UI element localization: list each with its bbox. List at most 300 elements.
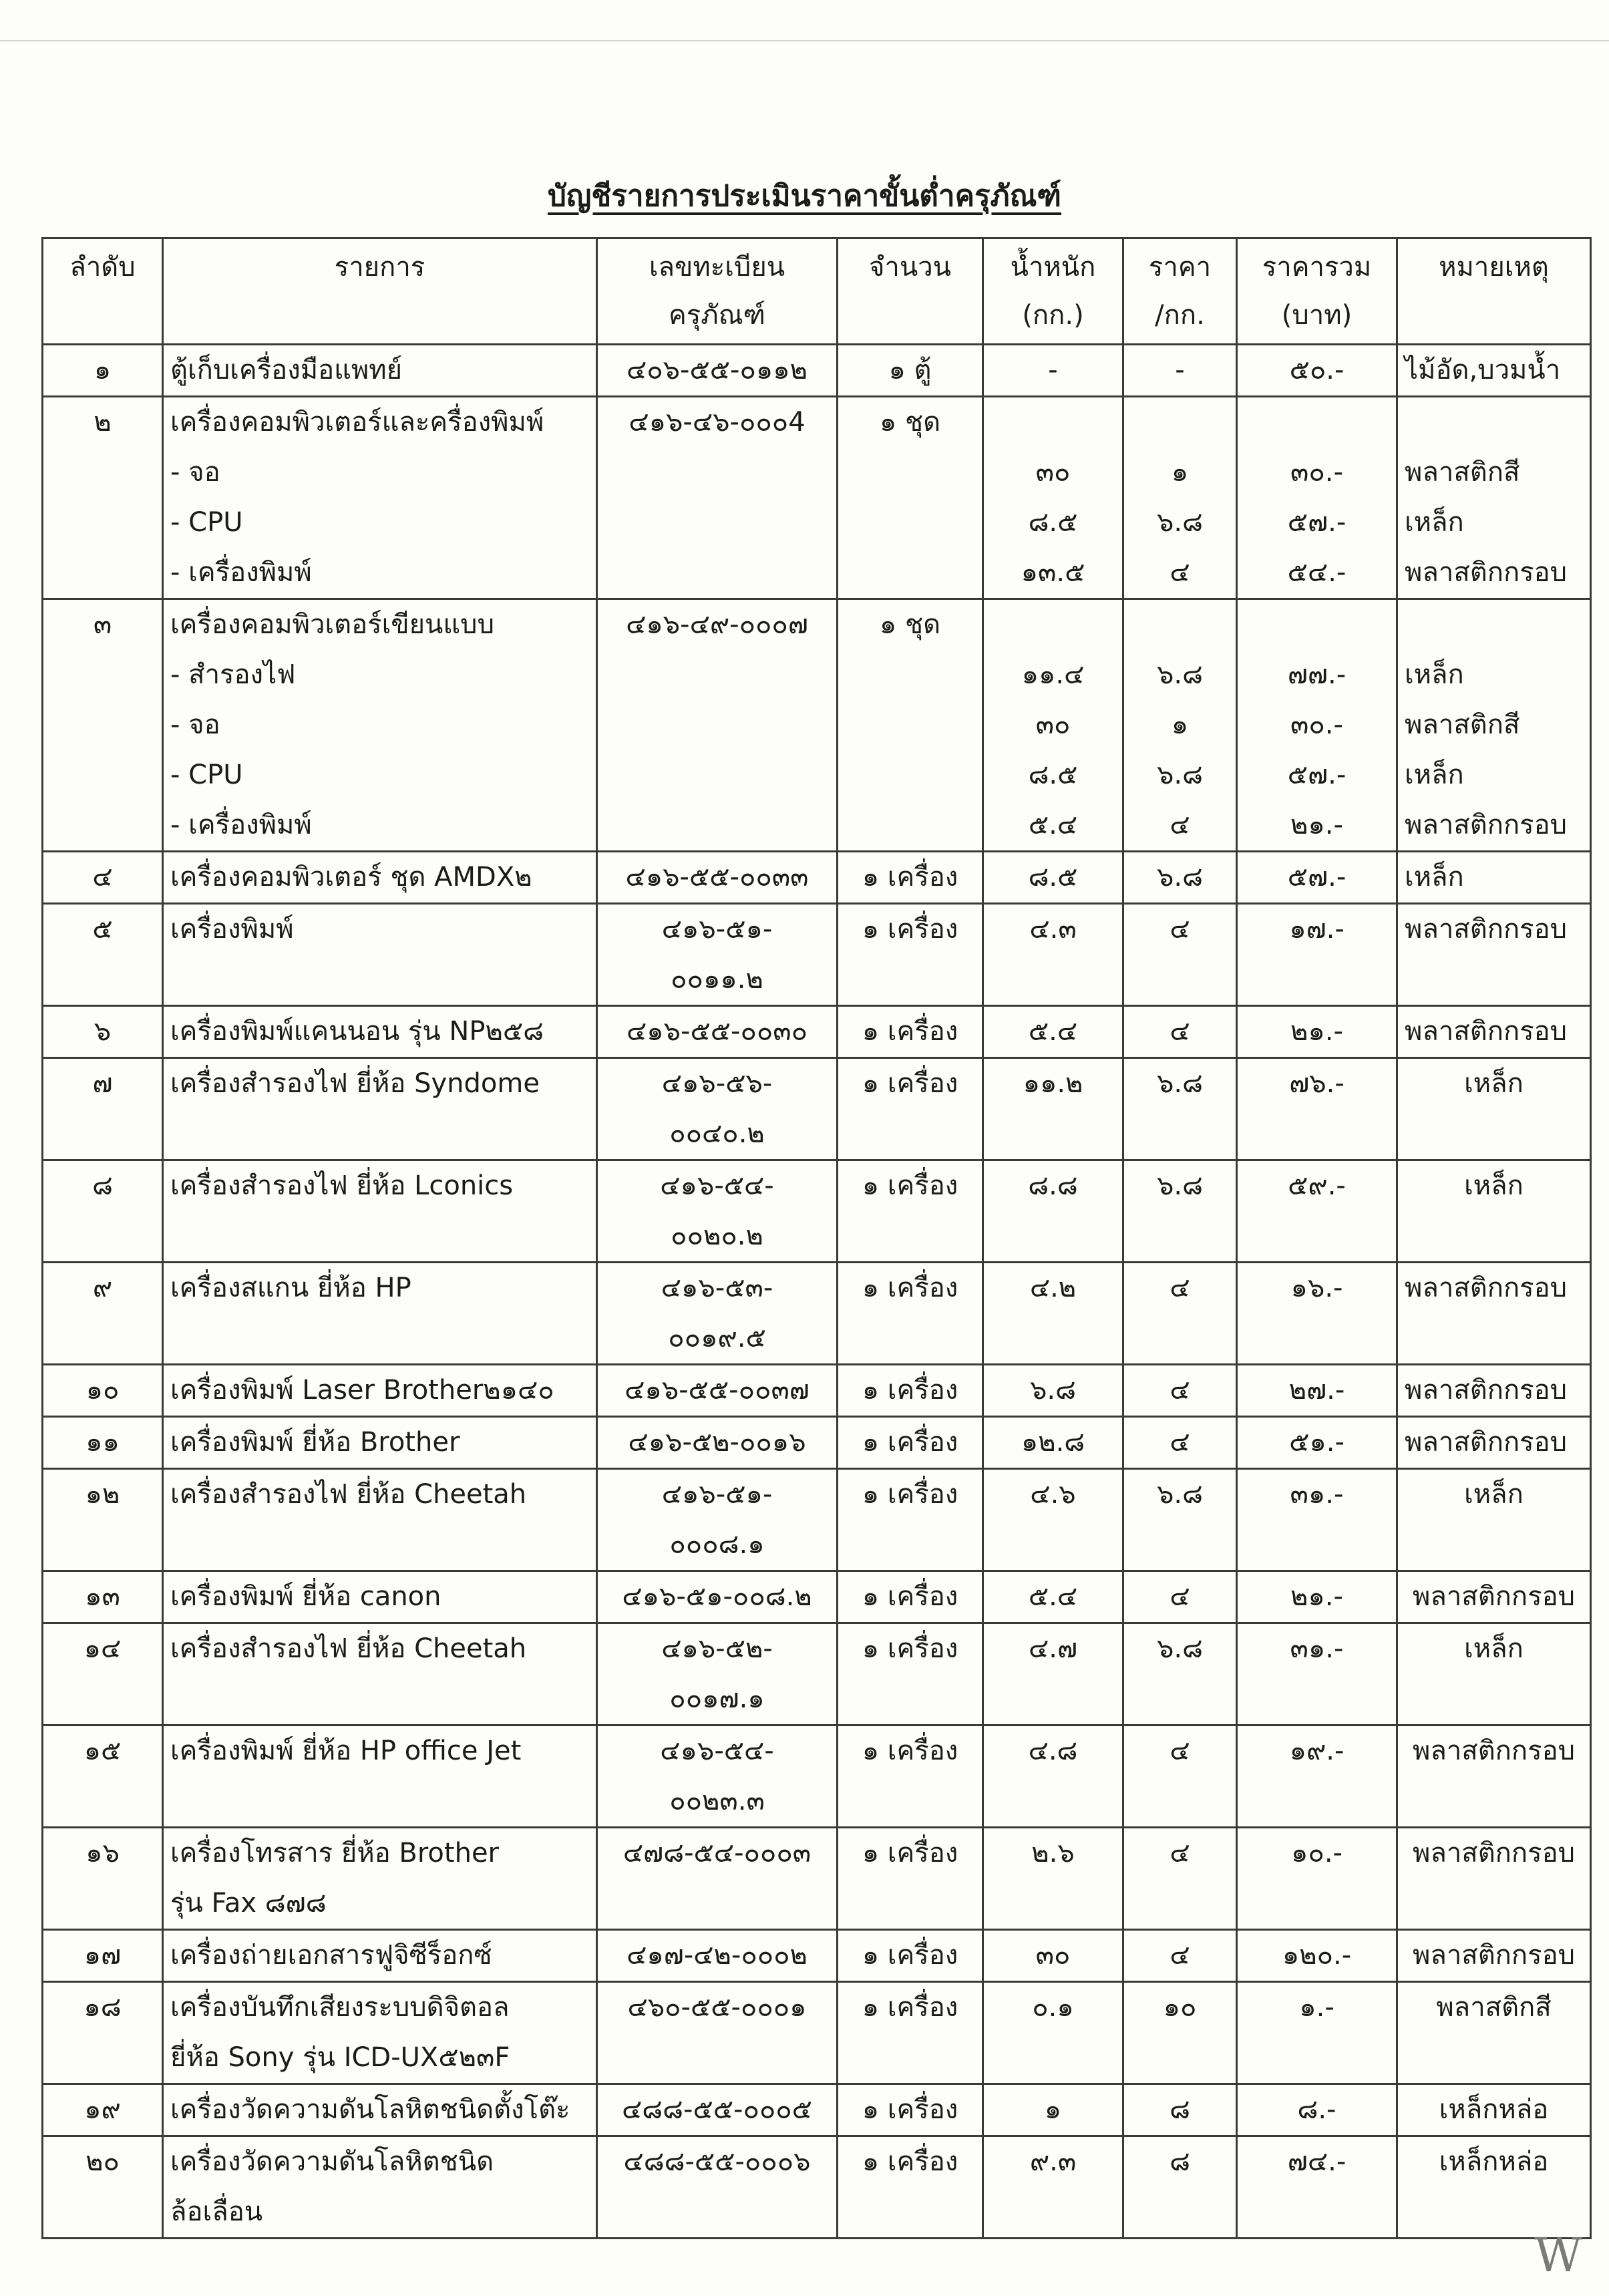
cell-weight-line: ๕.๔ (1028, 810, 1078, 840)
cell-note-line: พลาสติกกรอบ (1405, 1427, 1568, 1458)
cell-note-line: พลาสติกกรอบ (1405, 1375, 1568, 1406)
cell-weight (983, 1469, 1123, 1571)
cell-quantity: ๑ เครื่อง (838, 904, 983, 1006)
table-row (43, 1263, 1591, 1365)
cell-price-per-kg (1123, 1726, 1237, 1828)
cell-total (1237, 1365, 1397, 1417)
cell-registration (597, 1571, 838, 1623)
cell-item-line: เครื่องคอมพิวเตอร์และครื่องพิมพ์ (170, 407, 544, 438)
cell-total-line: ๗๖.- (1289, 1068, 1345, 1099)
col-header-quantity: จำนวน (838, 238, 983, 345)
cell-note-line: เหล็ก (1464, 1633, 1524, 1664)
cell-note (1397, 1726, 1591, 1828)
cell-no: ๑๑ (43, 1417, 163, 1469)
cell-total (1237, 1469, 1397, 1571)
cell-total-line: ๕๗.- (1287, 862, 1347, 892)
cell-total (1237, 1623, 1397, 1726)
cell-total-line: ๕๗.- (1287, 760, 1347, 790)
cell-note-line: เหล็ก (1405, 862, 1464, 892)
cell-note (1397, 1263, 1591, 1365)
cell-weight (983, 1365, 1123, 1417)
cell-note-line: เหล็ก (1464, 1479, 1524, 1510)
cell-weight (983, 1828, 1123, 1930)
cell-note-line: พลาสติกกรอบ (1412, 1581, 1576, 1612)
cell-total (1237, 852, 1397, 904)
cell-no: ๑ (43, 345, 163, 397)
cell-note-line: พลาสติกสี (1436, 1992, 1552, 2023)
cell-item (163, 2084, 597, 2136)
cell-registration-line: ๐๐๒๓.๓ (669, 1786, 765, 1816)
cell-note-line: พลาสติกกรอบ (1405, 1016, 1568, 1047)
cell-price-per-kg-line (1131, 397, 1229, 448)
cell-registration-line: ๔๑๖-๕๔- (660, 1736, 774, 1766)
cell-quantity: ๑ ชุด (838, 599, 983, 852)
cell-price-per-kg-line: ๖.๘ (1157, 1479, 1203, 1510)
cell-weight (983, 852, 1123, 904)
cell-weight-line: ๔.๖ (1030, 1479, 1076, 1510)
cell-quantity: ๑ เครื่อง (838, 2136, 983, 2239)
cell-price-per-kg-line: ๖.๘ (1157, 507, 1203, 538)
cell-no: ๗ (43, 1058, 163, 1160)
cell-no: ๘ (43, 1160, 163, 1263)
cell-registration-line: ๐๐๔๐.๒ (669, 1118, 765, 1149)
cell-quantity: ๑ เครื่อง (838, 1263, 983, 1365)
cell-note (1397, 1058, 1591, 1160)
cell-no: ๑๗ (43, 1930, 163, 1982)
cell-note (1397, 1930, 1591, 1982)
table-row (43, 1365, 1591, 1417)
cell-quantity: ๑ เครื่อง (838, 1365, 983, 1417)
table-row (43, 1006, 1591, 1058)
cell-note (1397, 1571, 1591, 1623)
cell-quantity: ๑ ตู้ (838, 345, 983, 397)
cell-weight-line: ๒.๖ (1031, 1838, 1075, 1868)
cell-item (163, 1469, 597, 1571)
cell-quantity: ๑ เครื่อง (838, 852, 983, 904)
cell-registration-line: ๔๗๘-๕๔-๐๐๐๓ (622, 1838, 812, 1868)
cell-total (1237, 1160, 1397, 1263)
cell-registration-line: ๐๐๑๑.๒ (671, 964, 763, 995)
cell-weight (983, 1623, 1123, 1726)
cell-item-line: เครื่องพิมพ์ ยี่ห้อ Brother (170, 1427, 460, 1458)
cell-total-line: ๘.- (1297, 2094, 1336, 2125)
cell-price-per-kg-line: ๔ (1170, 1427, 1190, 1458)
cell-weight (983, 1006, 1123, 1058)
page-top-rule (0, 40, 1609, 41)
cell-registration (597, 1417, 838, 1469)
cell-registration-line: ๔๘๘-๕๕-๐๐๐๕ (622, 2094, 812, 2125)
cell-weight (983, 1263, 1123, 1365)
cell-note-line (1405, 600, 1583, 650)
cell-weight-line: ๓๐ (1035, 457, 1071, 488)
cell-note-line: พลาสติกสี (1405, 709, 1520, 740)
table-row (43, 1982, 1591, 2084)
cell-price-per-kg (1123, 1058, 1237, 1160)
cell-registration (597, 599, 838, 852)
table-row (43, 1930, 1591, 1982)
cell-item-line: เครื่องวัดความดันโลหิตชนิด (170, 2146, 494, 2177)
cell-total (1237, 2136, 1397, 2239)
cell-item (163, 1365, 597, 1417)
cell-item-line: เครื่องพิมพ์ Laser Brother๒๑๔๐ (170, 1375, 554, 1406)
cell-no: ๑๕ (43, 1726, 163, 1828)
cell-item-line: ตู้เก็บเครื่องมือแพทย์ (170, 355, 403, 385)
table-row (43, 1160, 1591, 1263)
cell-item (163, 1726, 597, 1828)
table-body (43, 345, 1591, 2239)
cell-item-line: - จอ (170, 709, 220, 740)
cell-item (163, 397, 597, 599)
cell-price-per-kg-line: ๘ (1170, 2146, 1190, 2177)
cell-price-per-kg (1123, 1365, 1237, 1417)
cell-weight-line: ๑๓.๕ (1021, 557, 1085, 588)
cell-price-per-kg-line: - (1175, 355, 1185, 385)
cell-price-per-kg (1123, 397, 1237, 599)
col-header-note: หมายเหตุ (1397, 238, 1591, 345)
cell-weight (983, 1930, 1123, 1982)
cell-note-line: เหล็ก (1405, 507, 1464, 538)
cell-price-per-kg (1123, 852, 1237, 904)
cell-item (163, 1828, 597, 1930)
cell-registration-line: ๔๑๗-๔๒-๐๐๐๒ (627, 1940, 808, 1971)
cell-total (1237, 599, 1397, 852)
cell-price-per-kg-line: ๔ (1170, 914, 1190, 945)
cell-total-line: ๓๐.- (1290, 709, 1343, 740)
cell-registration-line: ๐๐๑๙.๕ (668, 1323, 766, 1353)
cell-registration-line: ๔๑๖-๕๔- (660, 1170, 774, 1201)
cell-note (1397, 852, 1591, 904)
cell-note-line: พลาสติกกรอบ (1412, 1736, 1576, 1766)
cell-weight-line: ๙.๓ (1029, 2146, 1077, 2177)
cell-total-line: ๒๑.- (1290, 1016, 1343, 1047)
cell-total (1237, 1417, 1397, 1469)
cell-registration (597, 1623, 838, 1726)
cell-price-per-kg-line: ๔ (1170, 1838, 1190, 1868)
cell-weight-line: ๘.๕ (1028, 507, 1078, 538)
cell-item (163, 599, 597, 852)
cell-item (163, 345, 597, 397)
cell-quantity: ๑ ชุด (838, 397, 983, 599)
cell-registration (597, 1058, 838, 1160)
cell-total-line: ๑๗.- (1289, 914, 1345, 945)
cell-weight-line: ๔.๓ (1029, 914, 1077, 945)
table-row (43, 1058, 1591, 1160)
cell-weight-line: ๕.๔ (1028, 1016, 1078, 1047)
cell-total-line: ๗๔.- (1287, 2146, 1347, 2177)
cell-price-per-kg (1123, 1930, 1237, 1982)
cell-weight (983, 1160, 1123, 1263)
cell-price-per-kg-line: ๘ (1170, 2094, 1190, 2125)
cell-no: ๑๙ (43, 2084, 163, 2136)
cell-total-line: ๑๙.- (1289, 1736, 1345, 1766)
cell-total (1237, 397, 1397, 599)
cell-price-per-kg-line: ๖.๘ (1157, 862, 1203, 892)
col-header-no: ลำดับ (43, 238, 163, 345)
cell-note (1397, 1982, 1591, 2084)
cell-note-line: เหล็ก (1405, 659, 1464, 690)
cell-note-line: พลาสติกกรอบ (1405, 1273, 1568, 1303)
cell-price-per-kg-line: ๔ (1170, 1736, 1190, 1766)
cell-quantity: ๑ เครื่อง (838, 1930, 983, 1982)
cell-item-line: เครื่องสำรองไฟ ยี่ห้อ Lconics (170, 1170, 514, 1201)
cell-item-line: เครื่องพิมพ์แคนนอน รุ่น NP๒๕๘ (170, 1016, 544, 1047)
cell-registration (597, 345, 838, 397)
cell-total-line: ๑๖.- (1290, 1273, 1343, 1303)
cell-weight-line: ๓๐ (1035, 1940, 1071, 1971)
cell-item-line: รุ่น Fax ๘๗๘ (170, 1888, 327, 1919)
cell-note-line: เหล็ก (1464, 1170, 1524, 1201)
cell-no: ๒ (43, 397, 163, 599)
cell-registration (597, 1160, 838, 1263)
col-header-total: ราคารวม (บาท) (1237, 238, 1397, 345)
cell-item-line: - เครื่องพิมพ์ (170, 810, 312, 840)
cell-item-line: เครื่องวัดความดันโลหิตชนิดตั้งโต๊ะ (170, 2094, 570, 2125)
cell-price-per-kg-line: ๖.๘ (1157, 760, 1203, 790)
cell-quantity: ๑ เครื่อง (838, 1160, 983, 1263)
cell-price-per-kg (1123, 1828, 1237, 1930)
cell-item-line: เครื่องสำรองไฟ ยี่ห้อ Syndome (170, 1068, 540, 1099)
cell-price-per-kg-line: ๖.๘ (1157, 659, 1203, 690)
cell-registration (597, 1365, 838, 1417)
table-row (43, 1571, 1591, 1623)
cell-note (1397, 1006, 1591, 1058)
cell-total (1237, 1058, 1397, 1160)
cell-no: ๕ (43, 904, 163, 1006)
cell-quantity: ๑ เครื่อง (838, 1726, 983, 1828)
cell-weight-line: ๔.๗ (1028, 1633, 1078, 1664)
cell-note-line: พลาสติกกรอบ (1405, 810, 1568, 840)
cell-no: ๒๐ (43, 2136, 163, 2239)
cell-weight-line: ๔.๒ (1029, 1273, 1077, 1303)
cell-weight-line (991, 397, 1115, 448)
cell-total (1237, 1263, 1397, 1365)
cell-item (163, 1623, 597, 1726)
cell-total-line: ๗๗.- (1287, 659, 1347, 690)
cell-price-per-kg-line: ๔ (1170, 1581, 1190, 1612)
cell-registration-line: ๔๑๖-๕๕-๐๐๓๓ (625, 862, 809, 892)
cell-weight (983, 1726, 1123, 1828)
cell-quantity: ๑ เครื่อง (838, 1006, 983, 1058)
cell-note (1397, 1828, 1591, 1930)
cell-price-per-kg-line: ๔ (1170, 1940, 1190, 1971)
cell-weight (983, 1571, 1123, 1623)
cell-weight-line: ๑ (1044, 2094, 1062, 2125)
cell-registration-line: ๐๐๒๐.๒ (671, 1220, 763, 1251)
cell-quantity: ๑ เครื่อง (838, 1982, 983, 2084)
table-row (43, 852, 1591, 904)
cell-weight (983, 599, 1123, 852)
cell-weight (983, 397, 1123, 599)
cell-registration (597, 904, 838, 1006)
table-row (43, 904, 1591, 1006)
col-header-price-per-kg: ราคา /กก. (1123, 238, 1237, 345)
cell-registration (597, 1726, 838, 1828)
cell-item (163, 1571, 597, 1623)
cell-price-per-kg (1123, 599, 1237, 852)
cell-weight-line: - (1048, 355, 1058, 385)
cell-registration (597, 1930, 838, 1982)
cell-quantity: ๑ เครื่อง (838, 1417, 983, 1469)
cell-item-line: เครื่องโทรสาร ยี่ห้อ Brother (170, 1838, 499, 1868)
cell-registration-line: ๐๐๐๘.๑ (669, 1529, 765, 1560)
cell-registration-line: ๔๖๐-๕๕-๐๐๐๑ (627, 1992, 807, 2023)
table-row (43, 2084, 1591, 2136)
cell-note-line (1405, 397, 1583, 448)
cell-item-line: เครื่องพิมพ์ ยี่ห้อ canon (170, 1581, 441, 1612)
cell-item (163, 1006, 597, 1058)
cell-price-per-kg (1123, 1982, 1237, 2084)
cell-item-line: ยี่ห้อ Sony รุ่น ICD-UX๕๒๓F (170, 2042, 510, 2073)
cell-price-per-kg (1123, 1263, 1237, 1365)
cell-weight-line: ๘.๕ (1028, 760, 1078, 790)
cell-item-line: - CPU (170, 760, 243, 790)
cell-price-per-kg-line: ๖.๘ (1157, 1170, 1203, 1201)
cell-item (163, 1263, 597, 1365)
cell-price-per-kg (1123, 1469, 1237, 1571)
cell-item-line: เครื่องพิมพ์ (170, 914, 294, 945)
cell-price-per-kg (1123, 1417, 1237, 1469)
col-header-registration: เลขทะเบียน ครุภัณฑ์ (597, 238, 838, 345)
cell-total (1237, 1006, 1397, 1058)
cell-total (1237, 1726, 1397, 1828)
cell-item (163, 2136, 597, 2239)
cell-total-line: ๕๗.- (1287, 507, 1347, 538)
cell-item (163, 1982, 597, 2084)
cell-weight-line (991, 600, 1115, 650)
cell-note (1397, 1417, 1591, 1469)
cell-quantity: ๑ เครื่อง (838, 1571, 983, 1623)
cell-item-line: เครื่องสำรองไฟ ยี่ห้อ Cheetah (170, 1479, 527, 1510)
cell-registration-line: ๔๑๖-๕๒- (661, 1633, 773, 1664)
table-row (43, 1828, 1591, 1930)
cell-no: ๑๔ (43, 1623, 163, 1726)
cell-note-line: พลาสติกกรอบ (1405, 914, 1568, 945)
cell-total-line: ๒๗.- (1288, 1375, 1345, 1406)
cell-quantity: ๑ เครื่อง (838, 1828, 983, 1930)
cell-note (1397, 1365, 1591, 1417)
cell-note (1397, 1160, 1591, 1263)
cell-item-line: เครื่องคอมพิวเตอร์เขียนแบบ (170, 609, 494, 640)
cell-price-per-kg (1123, 345, 1237, 397)
cell-registration-line: ๔๑๖-๕๕-๐๐๓๗ (624, 1375, 810, 1406)
cell-total (1237, 1982, 1397, 2084)
cell-item-line: เครื่องคอมพิวเตอร์ ชุด AMDX๒ (170, 862, 532, 892)
cell-weight-line: ๑๒.๘ (1021, 1427, 1085, 1458)
cell-total-line: ๑.- (1299, 1992, 1334, 2023)
cell-price-per-kg (1123, 2136, 1237, 2239)
table-row (43, 599, 1591, 852)
page-title: บัญชีรายการประเมินราคาขั้นต่ำครุภัณฑ์ (547, 179, 1062, 213)
cell-price-per-kg (1123, 1571, 1237, 1623)
cell-quantity: ๑ เครื่อง (838, 1623, 983, 1726)
cell-price-per-kg (1123, 1623, 1237, 1726)
cell-total-line (1244, 600, 1389, 650)
cell-note-line: พลาสติกกรอบ (1412, 1940, 1576, 1971)
table-row (43, 1623, 1591, 1726)
table-row (43, 2136, 1591, 2239)
cell-price-per-kg (1123, 1006, 1237, 1058)
cell-registration (597, 2084, 838, 2136)
cell-registration-line: ๔๐๖-๕๕-๐๑๑๒ (626, 355, 808, 385)
table-row (43, 1469, 1591, 1571)
cell-no: ๑๓ (43, 1571, 163, 1623)
cell-weight (983, 345, 1123, 397)
cell-price-per-kg-line: ๔ (1170, 810, 1190, 840)
cell-registration-line: ๔๑๖-๕๓- (661, 1273, 773, 1303)
cell-weight-line: ๑๑.๔ (1021, 659, 1085, 690)
cell-weight (983, 2136, 1123, 2239)
cell-total-line: ๑๒๐.- (1282, 1940, 1352, 1971)
cell-total (1237, 904, 1397, 1006)
cell-price-per-kg (1123, 904, 1237, 1006)
cell-price-per-kg-line (1131, 600, 1229, 650)
cell-weight (983, 1058, 1123, 1160)
cell-registration (597, 1982, 838, 2084)
cell-weight (983, 1417, 1123, 1469)
cell-registration (597, 1469, 838, 1571)
cell-weight-line: ๑๑.๒ (1023, 1068, 1083, 1099)
cell-price-per-kg-line: ๑๐ (1163, 1992, 1197, 2023)
cell-note-line: เหล็ก (1464, 1068, 1524, 1099)
cell-quantity: ๑ เครื่อง (838, 1058, 983, 1160)
cell-price-per-kg-line: ๖.๘ (1157, 1633, 1203, 1664)
cell-registration-line: ๔๑๖-๕๒-๐๐๑๖ (628, 1427, 806, 1458)
cell-weight-line: ๖.๘ (1030, 1375, 1076, 1406)
cell-weight-line: ๕.๔ (1028, 1581, 1078, 1612)
col-header-item: รายการ (163, 238, 597, 345)
cell-total-line: ๓๑.- (1290, 1479, 1344, 1510)
cell-price-per-kg-line: ๔ (1170, 1375, 1190, 1406)
cell-note (1397, 1469, 1591, 1571)
cell-item (163, 1930, 597, 1982)
cell-note (1397, 345, 1591, 397)
cell-price-per-kg-line: ๔ (1170, 557, 1190, 588)
cell-total (1237, 1930, 1397, 1982)
cell-registration-line: ๔๑๖-๔๖-๐๐๐4 (629, 407, 806, 438)
cell-no: ๑๖ (43, 1828, 163, 1930)
cell-weight (983, 904, 1123, 1006)
cell-weight (983, 1982, 1123, 2084)
cell-item (163, 1160, 597, 1263)
cell-no: ๔ (43, 852, 163, 904)
cell-price-per-kg (1123, 2084, 1237, 2136)
cell-price-per-kg-line: ๔ (1170, 1273, 1190, 1303)
cell-registration (597, 397, 838, 599)
cell-registration-line: ๔๘๘-๕๕-๐๐๐๖ (623, 2146, 811, 2177)
cell-item-line: - สำรองไฟ (170, 659, 296, 690)
table-row (43, 1417, 1591, 1469)
cell-item (163, 904, 597, 1006)
cell-note (1397, 1623, 1591, 1726)
cell-note (1397, 2084, 1591, 2136)
cell-total (1237, 1828, 1397, 1930)
assessment-table (41, 237, 1592, 2239)
col-header-weight: น้ำหนัก (กก.) (983, 238, 1123, 345)
cell-total-line: ๑๐.- (1291, 1838, 1343, 1868)
cell-registration-line: ๔๑๖-๕๑- (661, 1479, 773, 1510)
cell-total (1237, 345, 1397, 397)
cell-weight-line: ๐.๑ (1032, 1992, 1074, 2023)
cell-registration (597, 1263, 838, 1365)
cell-registration-line: ๔๑๖-๕๖- (661, 1068, 773, 1099)
table-row (43, 1726, 1591, 1828)
cell-registration-line: ๔๑๖-๕๑-๐๐๘.๒ (622, 1581, 812, 1612)
cell-note (1397, 904, 1591, 1006)
cell-total-line (1244, 397, 1389, 448)
cell-note-line: เหล็ก (1405, 760, 1464, 790)
cell-quantity: ๑ เครื่อง (838, 2084, 983, 2136)
cell-price-per-kg (1123, 1160, 1237, 1263)
